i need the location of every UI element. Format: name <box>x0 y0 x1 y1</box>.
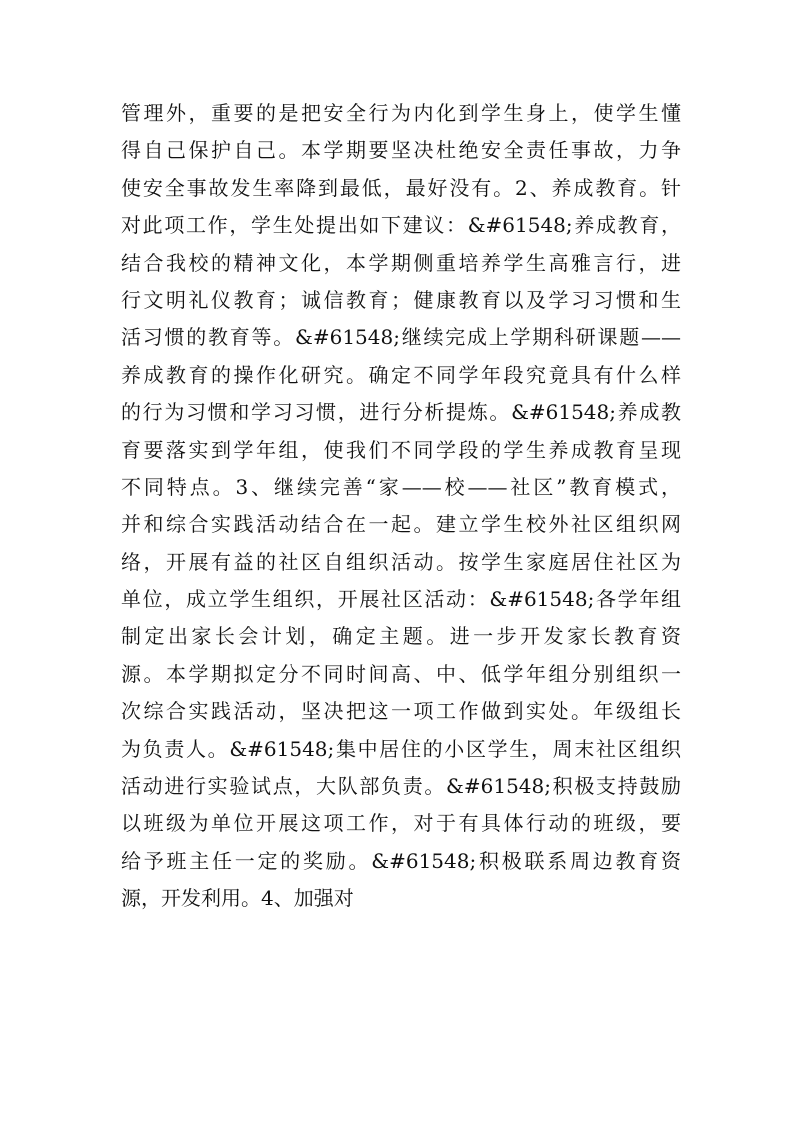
text-line: 给予班主任一定的奖励。&#61548;积极联系周边教育资 <box>121 848 681 873</box>
text-line: 为负责人。&#61548;集中居住的小区学生，周末社区组织 <box>121 736 681 761</box>
text-line: 活习惯的教育等。&#61548;继续完成上学期科研课题—— <box>121 325 681 350</box>
text-line: 行文明礼仪教育；诚信教育；健康教育以及学习习惯和生 <box>121 287 681 312</box>
text-line: 管理外，重要的是把安全行为内化到学生身上，使学生懂 <box>121 101 681 125</box>
text-line: 活动进行实验试点，大队部负责。&#61548;积极支持鼓励 <box>121 774 681 799</box>
text-line: 结合我校的精神文化，本学期侧重培养学生高雅言行，进 <box>121 250 681 275</box>
text-line: 不同特点。3、继续完善“家——校——社区”教育模式， <box>121 474 681 499</box>
text-line: 使安全事故发生率降到最低，最好没有。2、养成教育。针 <box>121 175 681 200</box>
text-line: 制定出家长会计划，确定主题。进一步开发家长教育资 <box>121 624 681 649</box>
text-line: 源，开发利用。4、加强对 <box>121 886 354 911</box>
text-line: 以班级为单位开展这项工作，对于有具体行动的班级，要 <box>121 811 681 836</box>
text-line: 养成教育的操作化研究。确定不同学年段究竟具有什么样 <box>121 362 681 387</box>
text-line: 源。本学期拟定分不同时间高、中、低学年组分别组织一 <box>121 661 681 686</box>
text-line: 络，开展有益的社区自组织活动。按学生家庭居住社区为 <box>121 549 681 574</box>
text-line: 对此项工作，学生处提出如下建议：&#61548;养成教育， <box>121 213 681 238</box>
text-line: 得自己保护自己。本学期要坚决杜绝安全责任事故，力争 <box>121 138 681 163</box>
text-line: 次综合实践活动，坚决把这一项工作做到实处。年级组长 <box>121 699 681 724</box>
body-text <box>121 95 681 918</box>
text-line: 的行为习惯和学习习惯，进行分析提炼。&#61548;养成教 <box>121 400 681 425</box>
text-line: 育要落实到学年组，使我们不同学段的学生养成教育呈现 <box>121 437 681 462</box>
text-line: 并和综合实践活动结合在一起。建立学生校外社区组织网 <box>121 512 681 537</box>
text-line: 单位，成立学生组织，开展社区活动：&#61548;各学年组 <box>121 587 681 612</box>
